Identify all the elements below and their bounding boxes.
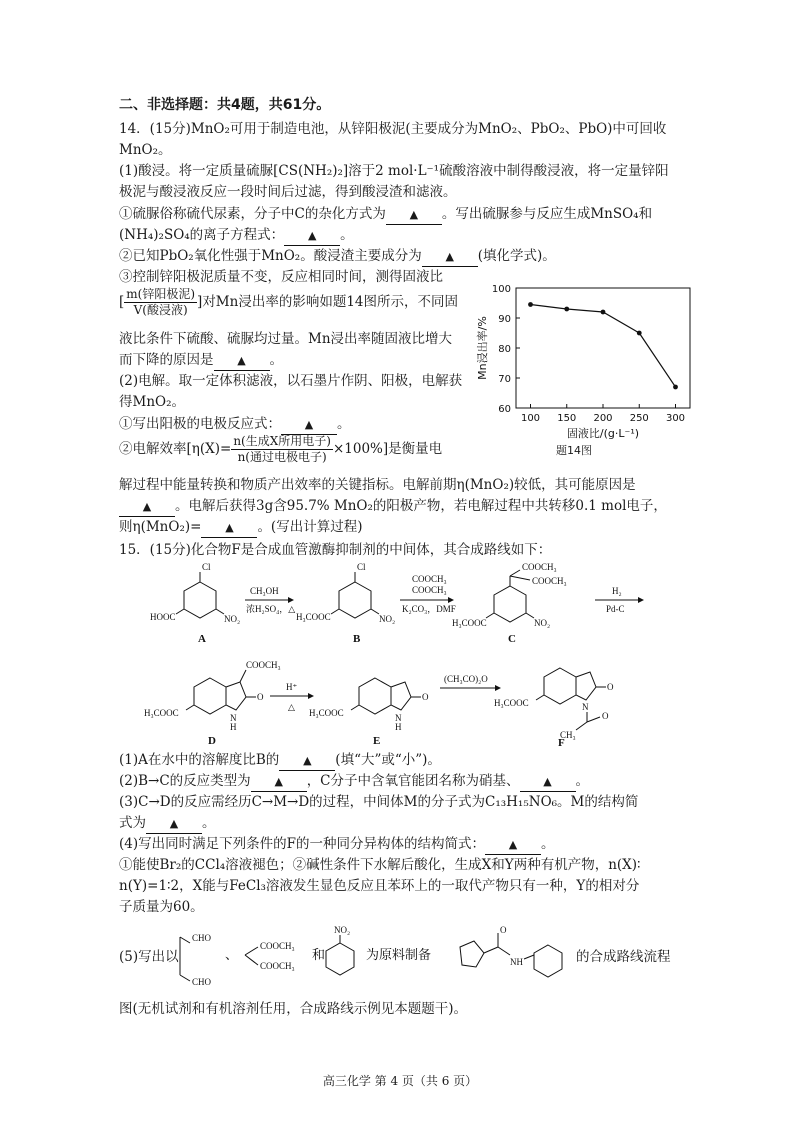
data-point [673, 385, 678, 390]
compound-e [309, 678, 429, 747]
svg-text:Cl: Cl [202, 562, 211, 572]
svg-text:O: O [602, 711, 609, 721]
svg-text:O: O [257, 692, 264, 702]
q14-p1h: 液比条件下硫酸、硫脲均过量。Mn浸出率随固液比增大 [119, 331, 453, 347]
svg-text:浓H₂SO₄，△: 浓H₂SO₄，△ [246, 604, 296, 614]
svg-text:NO₂: NO₂ [379, 614, 396, 624]
blank-triangle-icon: ▲ [303, 754, 312, 767]
answer-blank[interactable] [214, 351, 270, 371]
svg-text:CH₃OH: CH₃OH [250, 586, 279, 596]
svg-text:N: N [582, 702, 589, 712]
svg-text:H₂: H₂ [612, 586, 622, 596]
compound-f [494, 668, 614, 749]
svg-text:COOCH₃: COOCH₃ [412, 574, 447, 584]
answer-blank[interactable] [146, 814, 202, 834]
x-tick-label: 100 [520, 413, 541, 424]
series-line [531, 305, 676, 388]
compound-b [296, 562, 395, 645]
blank-triangle-icon: ▲ [304, 418, 314, 431]
svg-text:NH: NH [510, 957, 523, 967]
data-point [637, 331, 642, 336]
svg-text:H₃COOC: H₃COOC [144, 708, 179, 718]
q15-intro: 15．(15分)化合物F是合成血管激酶抑制剂的中间体，其合成路线如下： [119, 542, 552, 558]
q15-s3: (3)C→D的反应需经历C→M→D的过程，中间体M的分子式为C₁₃H₁₅NO₆。M的结构简 [119, 794, 639, 810]
q15-s5-label: (5)写出以 [119, 949, 179, 965]
blank-triangle-icon: ▲ [225, 521, 234, 534]
target-amide-structure [460, 925, 562, 977]
svg-text:O: O [422, 692, 429, 702]
svg-text:H₃COOC: H₃COOC [452, 618, 487, 628]
q14-p1c: ①硫脲俗称硫代尿素，分子中C的杂化方式为 ▲ 。写出硫脲参与反应生成MnSO₄和 [119, 205, 652, 225]
svg-text:N: N [230, 713, 237, 723]
page-footer: 高三化学 第 4 页（共 6 页） [322, 1074, 478, 1088]
label-f: F [558, 737, 565, 749]
svg-text:NO₂: NO₂ [534, 618, 551, 628]
data-point [601, 310, 606, 315]
y-tick-label: 100 [491, 284, 511, 295]
svg-text:COOCH₃: COOCH₃ [246, 660, 281, 670]
q15-s4d: n(Y)=1∶2，X能与FeCl₃溶液发生显色反应且苯环上的一取代产物只有一种，Y的相对分 [119, 878, 640, 894]
answer-blank[interactable] [485, 835, 541, 855]
svg-text:H: H [395, 722, 402, 732]
data-point [528, 302, 533, 307]
svg-text:CHO: CHO [192, 977, 212, 987]
q14-p1i: 而下降的原因是 ▲ 。 [119, 351, 283, 371]
svg-text:Pd-C: Pd-C [606, 604, 625, 614]
efficiency-fraction: $\frac{\text{n(生成X所用电子)}}{\text{n(通过电极电子)}}$ [233, 434, 331, 464]
q15-s3b: 式为 ▲ 。 [119, 814, 216, 834]
answer-blank[interactable] [520, 772, 576, 792]
malonate-structure [245, 941, 295, 971]
q15-s2: (2)B→C的反应类型为 ▲ ，C分子中含氧官能团名称为硝基、 ▲ 。 [119, 772, 589, 792]
y-tick-label: 90 [498, 314, 511, 325]
q14-p2d: ②电解效率[η(X)= $\frac{\text{n(生成X所用电子)}}{\text{n(通过电极电子)}}$ ×100%]是衡量电 [119, 434, 443, 464]
q14-p2a: (2)电解。取一定体积滤液，以石墨片作阴、阳极，电解获 [119, 373, 463, 389]
svg-text:为原料制备: 为原料制备 [366, 948, 432, 963]
blank-triangle-icon: ▲ [445, 250, 454, 263]
svg-text:H₃COOC: H₃COOC [296, 612, 331, 622]
q14-p2b: 得MnO₂。 [119, 394, 185, 410]
label-c: C [508, 633, 516, 645]
q14-p2c: ①写出阳极的电极反应式： ▲ 。 [119, 415, 351, 435]
y-tick-label: 60 [498, 404, 511, 415]
q15-s5-tail: 的合成路线流程 [576, 949, 671, 965]
svg-text:K₂CO₃，DMF: K₂CO₃，DMF [402, 604, 456, 614]
label-d: D [208, 735, 216, 747]
answer-blank[interactable] [284, 226, 340, 246]
q14-p1b: 极泥与酸浸液反应一段时间后过滤，得到酸浸渣和滤液。 [119, 184, 457, 200]
q14-p1g: [ $\frac{\text{m(锌阳极泥)}}{\text{V(酸浸液)}}$ ]对Mn浸出率的影响如题14图所示，不同固 [119, 287, 459, 317]
dialdehyde-structure [180, 933, 212, 987]
answer-blank[interactable] [386, 205, 442, 225]
blank-triangle-icon: ▲ [543, 775, 552, 788]
answer-blank[interactable] [119, 497, 175, 517]
svg-text:COOCH₃: COOCH₃ [412, 585, 447, 595]
answer-blank[interactable] [281, 415, 337, 435]
svg-text:NO₂: NO₂ [224, 614, 241, 624]
compound-a [150, 562, 240, 645]
x-tick-label: 250 [629, 413, 649, 424]
q15-s4c: ①能使Br₂的CCl₄溶液褪色；②碱性条件下水解后酸化，生成X和Y两种有机产物，n(X)∶ [119, 857, 641, 873]
q15-s1: (1)A在水中的溶解度比B的 ▲ (填“大”或“小”)。 [119, 751, 441, 771]
q14-p1a: (1)酸浸。将一定质量硫脲[CS(NH₂)₂]溶于2 mol·L⁻¹硫酸溶液中制得酸浸液，将一定量锌阳 [119, 163, 669, 179]
svg-text:COOCH₃: COOCH₃ [260, 961, 295, 971]
compound-d [144, 660, 281, 747]
svg-text:O: O [500, 925, 507, 935]
blank-triangle-icon: ▲ [409, 208, 419, 221]
nitrobenzene-structure [326, 925, 354, 975]
answer-blank[interactable] [422, 247, 478, 267]
blank-triangle-icon: ▲ [274, 775, 283, 788]
svg-text:Cl: Cl [357, 562, 366, 572]
label-b: B [353, 633, 361, 645]
q15-s4: (4)写出同时满足下列条件的F的一种同分异构体的结构简式： ▲ 。 [119, 835, 555, 855]
svg-text:NO₂: NO₂ [334, 925, 351, 935]
x-tick-label: 150 [557, 413, 577, 424]
svg-text:HOOC: HOOC [150, 612, 176, 622]
answer-blank[interactable] [251, 772, 307, 792]
q14-p2g: 则η(MnO₂)= ▲ 。(写出计算过程) [119, 518, 362, 538]
q14-p2e: 解过程中能量转换和物质产出效率的关键指标。电解前期η(MnO₂)较低，其可能原因是 [119, 477, 636, 493]
y-axis-label: Mn浸出率/% [476, 316, 489, 380]
svg-text:N: N [395, 713, 402, 723]
svg-text:H: H [230, 722, 237, 732]
label-a: A [198, 633, 206, 645]
svg-text:H⁺: H⁺ [286, 682, 298, 692]
q14-intro2: MnO₂。 [119, 142, 172, 158]
svg-text:△: △ [288, 702, 295, 712]
svg-text:H₃COOC: H₃COOC [309, 708, 344, 718]
data-point [564, 307, 569, 312]
svg-text:和: 和 [312, 948, 326, 963]
q14-p1f: ③控制锌阳极泥质量不变，反应相同时间，测得固液比 [119, 269, 443, 285]
label-e: E [373, 735, 381, 747]
y-tick-label: 70 [498, 374, 511, 385]
q14-intro: 14．(15分)MnO₂可用于制造电池，从锌阳极泥(主要成分为MnO₂、PbO₂、PbO)中可回收 [119, 121, 667, 137]
q15-s4e: 子质量为60。 [119, 899, 204, 915]
blank-triangle-icon: ▲ [142, 500, 152, 513]
compound-c [452, 562, 567, 645]
synthesis-scheme [144, 560, 650, 750]
y-tick-label: 80 [498, 344, 511, 355]
svg-text:H₃COOC: H₃COOC [494, 698, 529, 708]
x-axis-label: 固液比/(g·L⁻¹) [566, 427, 640, 440]
svg-text:COOCH₃: COOCH₃ [260, 941, 295, 951]
blank-triangle-icon: ▲ [237, 354, 246, 367]
svg-text:、: 、 [225, 948, 239, 963]
svg-text:(CH₃CO)₂O: (CH₃CO)₂O [444, 674, 488, 684]
ratio-fraction: $\frac{\text{m(锌阳极泥)}}{\text{V(酸浸液)}}$ [126, 287, 196, 317]
answer-blank[interactable] [201, 518, 257, 538]
answer-blank[interactable] [279, 751, 335, 771]
svg-text:O: O [607, 682, 614, 692]
svg-text:COOCH₃: COOCH₃ [532, 576, 567, 586]
blank-triangle-icon: ▲ [508, 838, 518, 851]
mn-leaching-chart [470, 278, 700, 448]
svg-text:CHO: CHO [192, 933, 212, 943]
svg-text:CH₃: CH₃ [560, 730, 576, 740]
q14-p1d: (NH₄)₂SO₄的离子方程式： ▲ 。 [119, 226, 354, 246]
svg-text:COOCH₃: COOCH₃ [522, 562, 557, 572]
blank-triangle-icon: ▲ [307, 229, 317, 242]
q14-p2f: ▲ 。电解后获得3g含95.7% MnO₂的阳极产物，若电解过程中共转移0.1 mol电子， [119, 497, 667, 517]
x-tick-label: 300 [665, 413, 686, 424]
x-tick-label: 200 [593, 413, 613, 424]
q15-s5f: 图(无机试剂和有机溶剂任用，合成路线示例见本题题干)。 [119, 1001, 468, 1017]
blank-triangle-icon: ▲ [169, 817, 179, 830]
q14-p1e: ②已知PbO₂氧化性强于MnO₂。酸浸渣主要成分为 ▲ (填化学式)。 [119, 247, 556, 267]
chart-caption: 题14图 [556, 444, 592, 457]
section-heading: 二、非选择题：共4题，共61分。 [119, 97, 331, 113]
